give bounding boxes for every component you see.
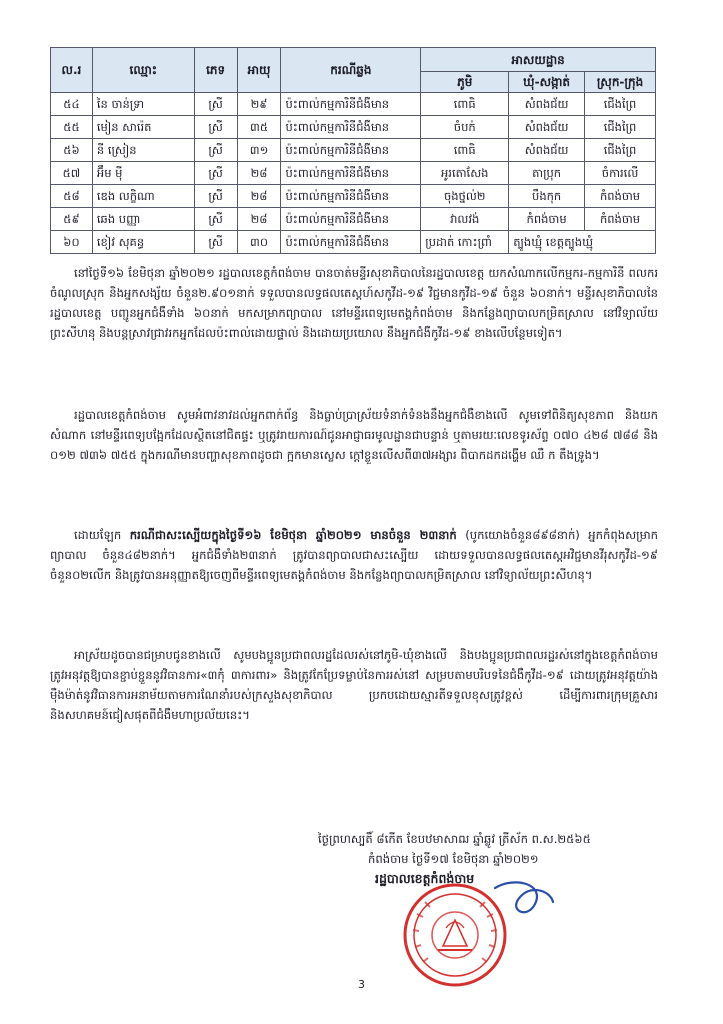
cell-no: ៥៧	[51, 162, 93, 185]
header-age: អាយុ	[237, 48, 281, 93]
cell-village: អូរតោសែង	[421, 162, 509, 185]
signature-title: រដ្ឋបាលខេត្តកំពង់ចាម	[375, 871, 475, 886]
paragraph-advice-text: អាស្រ័យដូចបានជម្រាបជូនខាងលើ សូមបងប្អូនប្រជាពលរដ្ឋដែលរស់នៅភូមិ-ឃុំខាងលើ និងបងប្អូនប្រជាពលរដ្ឋរស់នៅក្នុងខេត្តកំពង់ចាម ត្រូវអនុវត្តឱ្យបានខ្ជាប់ខ្ជួននូវវិធានការ«៣កុំ ៣ការពារ» និងត្រូវកែប្រែទម្លាប់នៃការរស់នៅ សម្របតាមបរិបទនៃជំងឺកូវីដ-១៩ ដោយត្រូវអនុវត្តយ៉ាងម៉ឺងម៉ាត់នូវវិធានការអនាម័យតាមការណែនាំរបស់ក្រសួងសុខាភិបាល ប្រកបដោយស្មារតីទទួលខុសត្រូវខ្ពស់ ដើម្បីការពារក្រុមគ្រួសារ និងសហគមន៍ជៀសផុតពីជំងឺមហាប្រល័យនេះ។	[50, 648, 658, 722]
cell-age: ២៨	[237, 162, 281, 185]
cell-age: ៣៥	[237, 116, 281, 139]
cell-sex: ស្រី	[194, 116, 237, 139]
header-commune: ឃុំ-សង្កាត់	[509, 72, 585, 93]
paragraph-advice	[50, 645, 658, 725]
cell-district: ជើងព្រៃ	[585, 93, 656, 116]
paragraph-recovered-highlight: ករណីជាសះស្បើយក្នុងថ្ងៃទី១៦ ខែមិថុនា ឆ្នាំ២០២១ មានចំនួន ២៣នាក់	[129, 528, 457, 542]
table-row	[51, 116, 656, 139]
cell-village: វាលវង់	[421, 208, 509, 231]
signature-stroke	[495, 882, 553, 912]
cell-district: ជើងព្រៃ	[585, 139, 656, 162]
cell-village: ពោធិ	[421, 139, 509, 162]
cell-district: កំពង់ចាម	[585, 208, 656, 231]
cell-case: ប៉ះពាល់កម្មការិនីជំងឺមាន	[281, 139, 421, 162]
cell-name: ឌេង លក្ខិណា	[92, 185, 194, 208]
paragraph-recovered-lead: ដោយឡែក	[74, 528, 130, 542]
official-seal	[375, 880, 560, 990]
paragraph-new-cases-text: នៅថ្ងៃទី១៦ ខែមិថុនា ឆ្នាំ២០២១ រដ្ឋបាលខេត្តកំពង់ចាម បានចាត់មន្ទីរសុខាភិបាលនៃរដ្ឋបាលខេត្ត យកសំណាកលើកម្មករ-កម្មការិនី ពលករចំណូលស្រុក និងអ្នកសង្ស័យ ចំនួន២.៩០១នាក់ ទទួលបានលទ្ធផលតេស្តហ៍សកូវីដ-១៩ វិជ្ជមានកូវីដ-១៩ ចំនួន ៦០នាក់។ មន្ទីរសុខាភិបាលនៃរដ្ឋបាលខេត្ត បញ្ជូនអ្នកជំងឺទាំង ៦០នាក់ មកសម្រាកព្យាបាល នៅមន្ទីរពេទ្យមេតង្គកំពង់ចាម និងកន្លែងព្យាបាលកម្រិតស្រាល នៅវិទ្យាល័យព្រះសីហនុ និងបន្តស្រាវជ្រាវរកអ្នកដែលប៉ះពាល់ដោយផ្ទាល់ និងដោយប្រយោល នឹងអ្នកជំងឺកូវីដ-១៩ ខាងលើបន្ថែមទៀត។	[50, 266, 658, 340]
cell-name: នី ស្រៀន	[92, 139, 194, 162]
header-address: អាសយដ្ឋាន	[421, 48, 656, 72]
cell-village: ចុងថ្នល់២	[421, 185, 509, 208]
cell-name: នៃ ចាន់ទ្រា	[92, 93, 194, 116]
cell-village: ចំបក់	[421, 116, 509, 139]
paragraph-recovered-rest: (បូកយោងចំនួន៨៩៨នាក់) អ្នកកំពុងសម្រាកព្យាបាល ចំនួន៤៨២នាក់។ អ្នកជំងឺទាំង២៣នាក់ ត្រូវបានព្យាបាលជាសះស្បើយ ដោយទទួលបានលទ្ធផលតេស្តអវិជ្ជមានវីរុសកូវីដ-១៩ ចំនួន០២លើក និងត្រូវបានអនុញ្ញាតឱ្យចេញពីមន្ទីរពេទ្យមេតង្គកំពង់ចាម និងកន្លែងព្យាបាលកម្រិតស្រាល នៅវិទ្យាល័យព្រះសីហនុ។	[50, 528, 658, 582]
cell-commune: សំពងជ័យ	[509, 93, 585, 116]
cell-age: ៣០	[237, 231, 281, 254]
table-row	[51, 208, 656, 231]
cell-age: ២៨	[237, 185, 281, 208]
cell-name: ខៀវ សុគន្ធ	[92, 231, 194, 254]
cell-name: អ៊ឹម ម៉ី	[92, 162, 194, 185]
paragraph-appeal-text: រដ្ឋបាលខេត្តកំពង់ចាម សូមអំពាវនាវដល់អ្នកពាក់ព័ន្ធ និងធ្លាប់ប្រាស្រ័យទំនាក់ទំនងនឹងអ្នកជំងឺខាងលើ សូមទៅពិនិត្យសុខភាព និងយកសំណាក នៅមន្ទីរពេទ្យបង្អែកដែលស្ថិតនៅជិតផ្ទះ ឬត្រូវរាយការណ៍ជូនអាជ្ញាធរមូលដ្ឋានជាបន្ទាន់ ឬតាមរយៈលេខទូរស័ព្ទ ០៧០ ៤២៨ ៧៨៨ និង ០១២ ៧៣៦ ៧៥៥ ក្នុងករណីមានបញ្ហាសុខភាពដូចជា ក្អកមានស្លេស ក្តៅខ្លួនលើសពី៣៧អង្សារ ពិបាកដកដង្ហើម ឈឺ ក តឹងទ្រូង។	[50, 408, 658, 462]
cell-district: កំពង់ចាម	[585, 185, 656, 208]
cell-commune: សំពងជ័យ	[509, 139, 585, 162]
cell-case: ប៉ះពាល់កម្មការិនីជំងឺមាន	[281, 162, 421, 185]
cell-village: ប្រដាត់ កោះព្រាំ	[421, 231, 509, 254]
header-name: ឈ្មោះ	[92, 48, 194, 93]
table-row	[51, 231, 656, 254]
cell-age: ២៨	[237, 208, 281, 231]
paragraph-appeal	[50, 405, 658, 465]
cell-sex: ស្រី	[194, 208, 237, 231]
cell-no: ៦០	[51, 231, 93, 254]
date-solar: កំពង់ចាម ថ្ងៃទី១៧ ខែមិថុនា ឆ្នាំ២០២១	[368, 852, 539, 866]
cell-case: ប៉ះពាល់កម្មការិនីជំងឺមាន	[281, 231, 421, 254]
header-village: ភូមិ	[421, 72, 509, 93]
cell-sex: ស្រី	[194, 185, 237, 208]
cell-commune: តាប្រុក	[509, 162, 585, 185]
cell-commune: សំពងជ័យ	[509, 116, 585, 139]
cell-case: ប៉ះពាល់កម្មការិនីជំងឺមាន	[281, 208, 421, 231]
cell-name: ឆេង បញ្ញា	[92, 208, 194, 231]
cell-age: ២៩	[237, 93, 281, 116]
cell-sex: ស្រី	[194, 231, 237, 254]
cell-no: ៥៦	[51, 139, 93, 162]
cell-case: ប៉ះពាល់កម្មការិនីជំងឺមាន	[281, 93, 421, 116]
cell-no: ៥៥	[51, 116, 93, 139]
cell-case: ប៉ះពាល់កម្មការិនីជំងឺមាន	[281, 185, 421, 208]
table-row	[51, 93, 656, 116]
case-table	[50, 47, 656, 254]
header-district: ស្រុក-ក្រុង	[585, 72, 656, 93]
table-row	[51, 139, 656, 162]
cell-village: ពោធិ	[421, 93, 509, 116]
cell-commune: កំពង់ចាម	[509, 208, 585, 231]
cell-sex: ស្រី	[194, 139, 237, 162]
cell-sex: ស្រី	[194, 162, 237, 185]
cell-age: ៣១	[237, 139, 281, 162]
paragraph-recovered	[50, 525, 658, 585]
cell-name: មៀន សារ៉េត	[92, 116, 194, 139]
header-no: ល.រ	[51, 48, 93, 93]
date-lunar: ថ្ងៃព្រហស្បតិ៍ ៨កើត ខែបឋមាសាឍ ឆ្នាំឆ្លូវ ត្រីស័ក ព.ស.២៥៦៥	[318, 832, 591, 846]
cell-no: ៥៩	[51, 208, 93, 231]
page-number: 3	[358, 978, 365, 991]
table-row	[51, 185, 656, 208]
cell-district: ជើងព្រៃ	[585, 116, 656, 139]
cell-no: ៥៨	[51, 185, 93, 208]
cell-no: ៥៤	[51, 93, 93, 116]
table-row	[51, 162, 656, 185]
header-case: ករណីឆ្លង	[281, 48, 421, 93]
seal-stamp	[405, 885, 505, 985]
cell-sex: ស្រី	[194, 93, 237, 116]
cell-commune: ត្បូងឃ្មុំ ខេត្តត្បូងឃ្មុំ	[509, 231, 656, 254]
cell-case: ប៉ះពាល់កម្មការិនីជំងឺមាន	[281, 116, 421, 139]
cell-district: ចំការលើ	[585, 162, 656, 185]
cell-commune: បឹងកុក	[509, 185, 585, 208]
paragraph-new-cases	[50, 263, 658, 343]
header-sex: ភេទ	[194, 48, 237, 93]
